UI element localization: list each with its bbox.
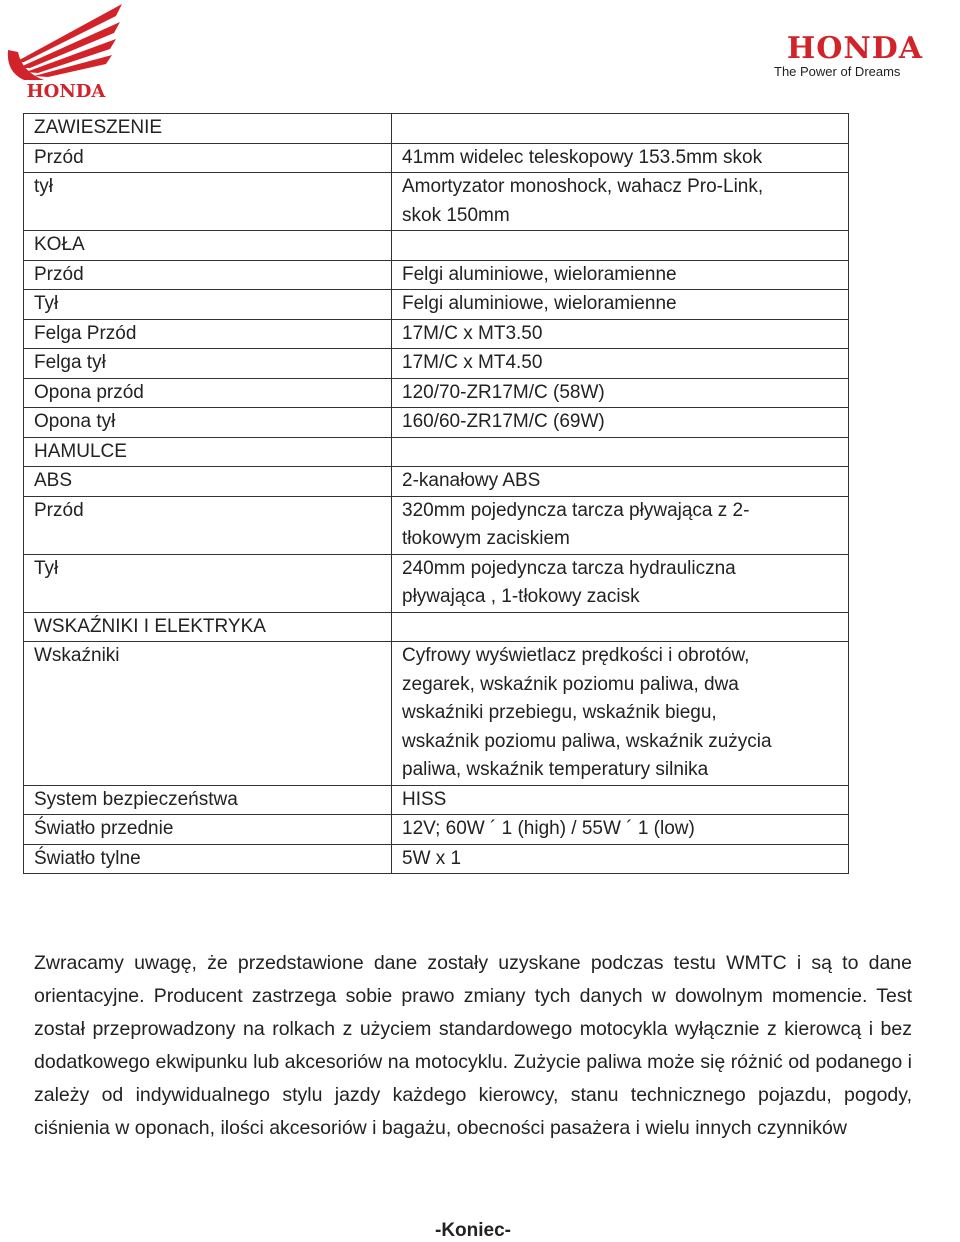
- spec-value-cell: [392, 612, 849, 642]
- spec-label: Felga Przód: [24, 319, 392, 349]
- spec-row: [24, 554, 849, 612]
- spec-label: HAMULCE: [24, 437, 392, 467]
- spec-label: ABS: [24, 467, 392, 497]
- spec-value: Cyfrowy wyświetlacz prędkości i obrotów, zegarek, wskaźnik poziomu paliwa, dwa wskaźniki przebiegu, wskaźnik biegu, wskaźnik poziomu paliwa, wskaźnik zużycia paliwa, wskaźnik temperatury silnika: [402, 645, 772, 780]
- spec-value-cell: [392, 642, 849, 786]
- spec-value-cell: [392, 496, 849, 554]
- spec-value: 41mm widelec teleskopowy 153.5mm skok: [402, 146, 763, 168]
- spec-label: System bezpieczeństwa: [24, 785, 392, 815]
- spec-row: [24, 844, 849, 874]
- spec-value: 5W x 1: [402, 847, 462, 869]
- spec-row: [24, 467, 849, 497]
- spec-section-row: [24, 231, 849, 261]
- spec-value: 160/60-ZR17M/C (69W): [402, 411, 605, 432]
- spec-row: [24, 260, 849, 290]
- spec-table: [23, 113, 849, 874]
- spec-value-cell: [392, 319, 849, 349]
- logo-tagline: The Power of Dreams: [774, 64, 901, 79]
- spec-value: 120/70-ZR17M/C (58W): [402, 381, 605, 403]
- spec-value: [402, 234, 407, 255]
- spec-table-body: [24, 114, 849, 874]
- spec-value: 2-kanałowy ABS: [402, 470, 541, 491]
- spec-value: Amortyzator monoshock, wahacz Pro-Link, skok 150mm: [402, 176, 764, 226]
- spec-row: [24, 378, 849, 408]
- spec-label: Felga tył: [24, 349, 392, 379]
- spec-value-cell: [392, 408, 849, 438]
- spec-row: [24, 173, 849, 231]
- spec-label: Przód: [24, 143, 392, 173]
- spec-label: Tył: [24, 554, 392, 612]
- spec-row: [24, 785, 849, 815]
- spec-section-row: [24, 612, 849, 642]
- spec-row: [24, 290, 849, 320]
- spec-label: Opona tył: [24, 408, 392, 438]
- honda-wing-logo: [4, 2, 128, 99]
- spec-row: [24, 815, 849, 845]
- spec-value-cell: [392, 378, 849, 408]
- spec-label: Światło przednie: [24, 815, 392, 845]
- spec-value-cell: [392, 173, 849, 231]
- spec-label: Tył: [24, 290, 392, 320]
- spec-value-cell: [392, 349, 849, 379]
- spec-value: 240mm pojedyncza tarcza hydrauliczna pływająca , 1-tłokowy zacisk: [402, 557, 736, 607]
- spec-section-title: KOŁA: [24, 231, 392, 261]
- spec-value: 17M/C x MT3.50: [402, 322, 543, 344]
- spec-section-title: ZAWIESZENIE: [24, 114, 392, 144]
- spec-value: 17M/C x MT4.50: [402, 352, 543, 373]
- spec-row: [24, 349, 849, 379]
- spec-label: Wskaźniki: [24, 642, 392, 786]
- spec-value-cell: [392, 437, 849, 467]
- spec-value: [402, 616, 407, 637]
- left-logo-text: HONDA: [26, 81, 106, 99]
- wing-icon: [4, 2, 128, 99]
- spec-value: 320mm pojedyncza tarcza pływająca z 2- tłokowym zaciskiem: [402, 499, 750, 549]
- right-logo-text: HONDA: [786, 31, 924, 66]
- spec-value-cell: [392, 231, 849, 261]
- spec-value: 12V; 60W ´ 1 (high) / 55W ´ 1 (low): [402, 818, 695, 839]
- spec-value-cell: [392, 844, 849, 874]
- spec-value-cell: [392, 143, 849, 173]
- spec-row: [24, 319, 849, 349]
- spec-value: Felgi aluminiowe, wieloramienne: [402, 263, 677, 285]
- spec-value-cell: [392, 260, 849, 290]
- spec-value-cell: [392, 290, 849, 320]
- spec-value-cell: [392, 815, 849, 845]
- spec-value: [402, 441, 407, 462]
- disclaimer-note: Zwracamy uwagę, że przedstawione dane zostały uzyskane podczas testu WMTC i są to dane orientacyjne. Producent zastrzega sobie prawo zmiany tych danych w dowolnym momencie. Test został przeprowadzony na rolkach z użyciem standardowego motocykla wyłącznie z kierowcą i bez dodatkowego ekwipunku lub akcesoriów na motocyklu. Zużycie paliwa może się różnić od podanego i zależy od indywidualnego stylu jazdy każdego kierowcy, stanu technicznego pojazdu, pogody, ciśnienia w oponach, ilości akcesoriów i bagażu, obecności pasażera i wielu innych czynników: [34, 952, 912, 1139]
- spec-value: [402, 117, 407, 138]
- spec-value-cell: [392, 785, 849, 815]
- spec-section-title: WSKAŹNIKI I ELEKTRYKA: [24, 612, 392, 642]
- spec-value: HISS: [402, 788, 447, 810]
- spec-value: Felgi aluminiowe, wieloramienne: [402, 293, 677, 314]
- spec-label: Przód: [24, 496, 392, 554]
- spec-value-cell: [392, 467, 849, 497]
- spec-row: [24, 408, 849, 438]
- spec-label: tył: [24, 173, 392, 231]
- spec-row: [24, 437, 849, 467]
- honda-wordmark-logo: [756, 31, 956, 84]
- spec-row: [24, 496, 849, 554]
- spec-label: Światło tylne: [24, 844, 392, 874]
- spec-value-cell: [392, 554, 849, 612]
- spec-section-row: [24, 114, 849, 144]
- end-marker: -Koniec-: [435, 1220, 511, 1241]
- spec-row: [24, 642, 849, 786]
- spec-label: Przód: [24, 260, 392, 290]
- spec-value-cell: [392, 114, 849, 144]
- spec-label: Opona przód: [24, 378, 392, 408]
- spec-row: [24, 143, 849, 173]
